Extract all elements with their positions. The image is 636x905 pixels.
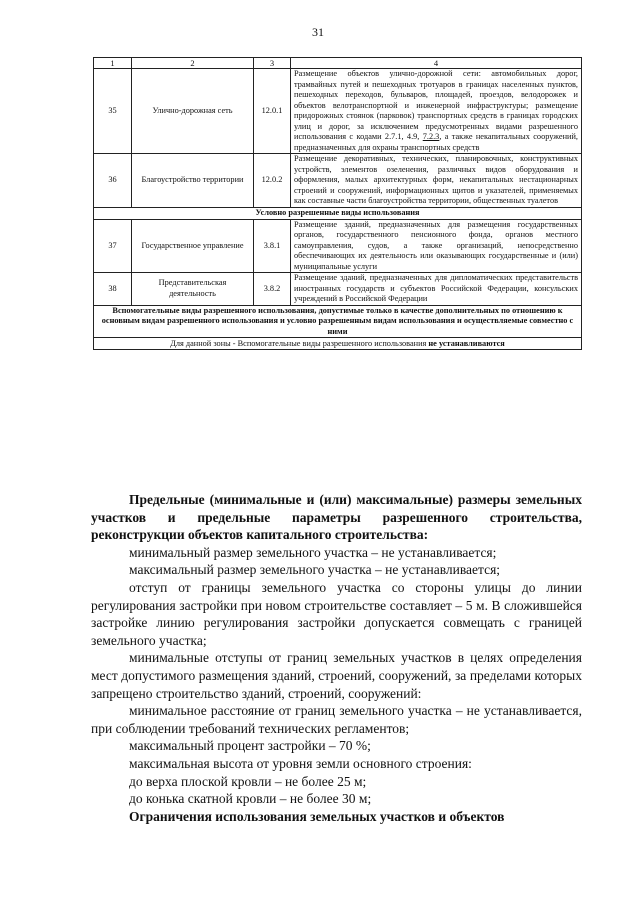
use-type-code: 12.0.2 <box>254 154 291 208</box>
use-type-name: Благоустройство территории <box>132 154 254 208</box>
header-col-1: 1 <box>94 58 132 69</box>
paragraph: максимальный размер земельного участка – не устанавливается; <box>129 562 501 578</box>
use-type-name: Улично-дорожная сеть <box>132 69 254 154</box>
table-row <box>94 273 582 306</box>
auxiliary-status-value: не устанавливаются <box>428 338 505 348</box>
table-row <box>94 69 582 154</box>
table-row <box>94 219 582 273</box>
header-col-2: 2 <box>132 58 254 69</box>
use-type-description <box>291 69 582 154</box>
code-link[interactable]: 7.2.3 <box>422 132 440 141</box>
use-type-description: Размещение декоративных, технических, планировочных, конструктивных устройств, элементов озеленения, различных видов оборудования и оформления, малых архитектурных форм, некапитальных нестационарных строений и сооружений, информационных щитов и указателей, применяемых как составные части благоустройства территории, общественных туалетов <box>291 154 582 208</box>
section-heading: Предельные (минимальные и (или) максимальные) размеры земельных участков и предельные параметры разрешенного строительства, реконструкции объектов капитального строительства: <box>91 492 582 543</box>
body-text <box>91 491 582 825</box>
table-header-row <box>94 58 582 69</box>
row-number: 38 <box>94 273 132 306</box>
table-row <box>94 154 582 208</box>
description-text: Размещение объектов улично-дорожной сети: автомобильных дорог, трамвайных путей и пешеходных тротуаров в границах населенных пунктов, пешеходных переходов, бульваров, площадей, проездов, велодорожек и объектов велотранспортной и инженерной инфраструктуры; размещение придорожных стоянок (парковок) транспортных средств в границах городских улиц и дорог, за исключением предусмотренных видами разрешенного использования с кодами 2.7.1, 4.9, <box>294 69 578 141</box>
section-heading: Ограничения использования земельных участков и объектов <box>129 808 505 824</box>
use-type-name: Представительская деятельность <box>132 273 254 306</box>
header-col-3: 3 <box>254 58 291 69</box>
auxiliary-status-text: Для данной зоны - Вспомогательные виды разрешенного использования <box>170 338 429 348</box>
land-use-table <box>93 57 582 350</box>
paragraph: до конька скатной кровли – не более 30 м; <box>129 791 372 807</box>
paragraph: максимальная высота от уровня земли основного строения: <box>129 755 472 771</box>
paragraph: до верха плоской кровли – не более 25 м; <box>129 773 367 789</box>
row-number: 37 <box>94 219 132 273</box>
paragraph: минимальные отступы от границ земельных участков в целях определения мест допустимого размещения зданий, строений, сооружений, за пределами которых запрещено строительство зданий, строений, сооружений: <box>91 650 582 701</box>
paragraph: максимальный процент застройки – 70 %; <box>129 738 371 754</box>
use-type-description: Размещение зданий, предназначенных для размещения государственных органов, государственного пенсионного фонда, органов местного самоуправления, судов, а также организаций, непосредственно обеспечивающих их деятельность или оказывающих государственные и (или) муниципальные услуги <box>291 219 582 273</box>
use-type-code: 3.8.1 <box>254 219 291 273</box>
paragraph: минимальное расстояние от границ земельного участка – не устанавливается, при соблюдении требований технических регламентов; <box>91 703 582 736</box>
auxiliary-status <box>94 338 582 350</box>
use-type-name: Государственное управление <box>132 219 254 273</box>
use-type-description: Размещение зданий, предназначенных для дипломатических представительств иностранных государств и субъектов Российской Федерации, консульских учреждений в Российской Федерации <box>291 273 582 306</box>
use-type-code: 12.0.1 <box>254 69 291 154</box>
paragraph: отступ от границы земельного участка со стороны улицы до линии регулирования застройки при новом строительстве составляет – 5 м. В сложившейся застройке линию регулирования застройки допускается совмещать с границей земельного участка; <box>91 579 582 648</box>
description-text: , а также некапитальных сооружений, предназначенных для охраны транспортных средств <box>294 132 578 152</box>
row-number: 36 <box>94 154 132 208</box>
auxiliary-note-row <box>94 305 582 338</box>
header-col-4: 4 <box>291 58 582 69</box>
page-number: 31 <box>312 25 324 39</box>
use-type-code: 3.8.2 <box>254 273 291 306</box>
paragraph: минимальный размер земельного участка – не устанавливается; <box>129 544 497 560</box>
auxiliary-status-row <box>94 338 582 350</box>
row-number: 35 <box>94 69 132 154</box>
section-title: Условно разрешенные виды использования <box>94 207 582 219</box>
section-header-row <box>94 207 582 219</box>
auxiliary-note: Вспомогательные виды разрешенного использования, допустимые только в качестве дополнительных по отношению к основным видам разрешенного использования и условно разрешенным видам использования и осуществляемые совместно с ними <box>94 305 582 338</box>
